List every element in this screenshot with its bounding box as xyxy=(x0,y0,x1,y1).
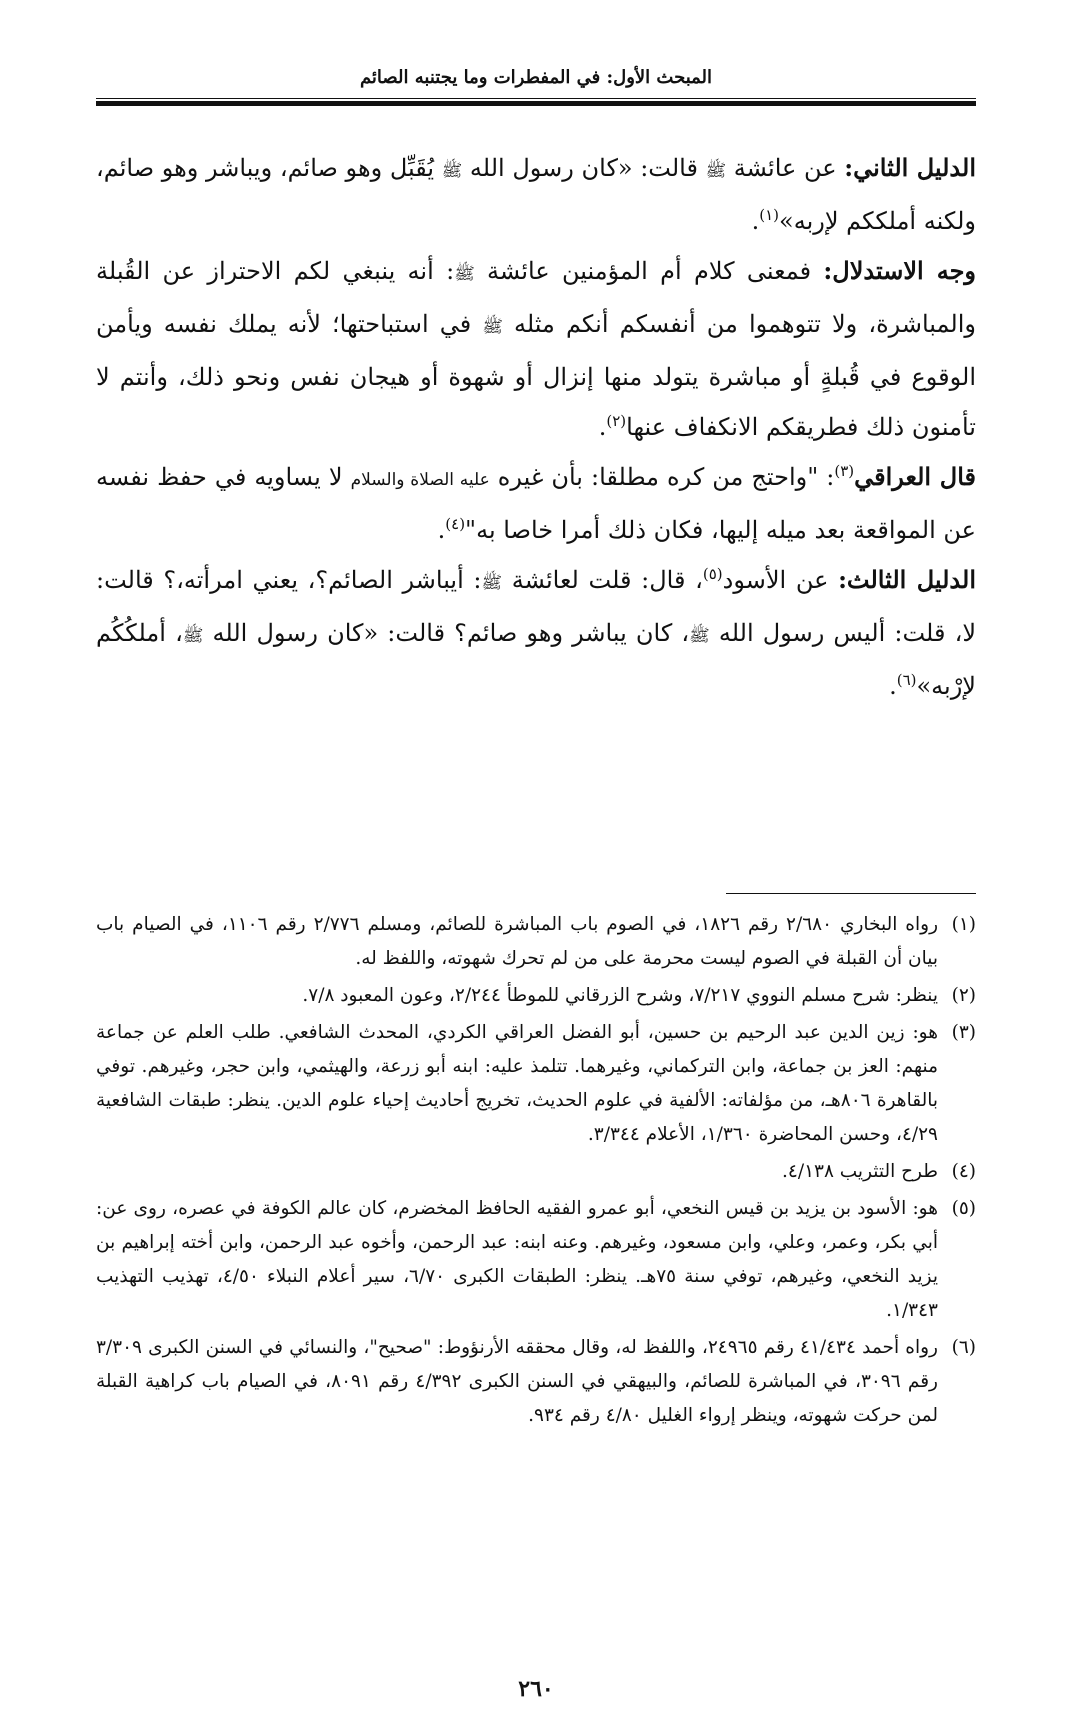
footnote-ref[interactable]: (١) xyxy=(759,206,780,224)
paragraph-text: يُقَبِّل وهو صائم، ويباشر وهو صائم، ولكنه أملككم لإربه» xyxy=(96,154,976,235)
paragraph-text: قالت: «كان رسول الله xyxy=(462,154,706,182)
honorific-glyph: ﷺ xyxy=(482,317,503,337)
paragraph-text: عن عائشة xyxy=(726,154,845,182)
paragraph-text: ، قال: قلت لعائشة xyxy=(502,566,703,594)
footnote-text: طرح التثريب ٤/١٣٨. xyxy=(782,1161,938,1182)
footnote-number: (٦) xyxy=(951,1337,976,1358)
paragraph-lead: وجه الاستدلال: xyxy=(823,256,977,285)
footnote-5 xyxy=(96,1192,976,1328)
paragraph-text: ، أملكُكُم لإرْبه» xyxy=(96,619,976,700)
paragraph-text: في استباحتها؛ لأنه يملك نفسه ويأمن الوقوع في قُبلةٍ أو مباشرة يتولد منها إنزال أو شهوة أو هيجان نفس ونحو ذلك، وأنتم لا تأمنون ذلك فطريقكم الانكفاف عنها xyxy=(96,310,976,441)
paragraph-text: ، كان يباشر وهو صائم؟ قالت: «كان رسول الله xyxy=(203,619,690,647)
footnote-ref[interactable]: (٦) xyxy=(896,671,917,689)
paragraph-lead: الدليل الثالث: xyxy=(838,565,977,594)
paragraph-second-evidence xyxy=(96,143,976,246)
footnote-ref[interactable]: (٣) xyxy=(834,462,855,480)
footnote-ref[interactable]: (٤) xyxy=(445,515,466,533)
paragraph-text: عن الأسود xyxy=(722,566,839,594)
honorific-glyph: ﷺ xyxy=(481,573,503,593)
paragraph-inference xyxy=(96,246,976,452)
honorific-glyph: ﷺ xyxy=(454,264,475,284)
footnote-separator xyxy=(726,893,976,894)
footnote-text: هو: الأسود بن يزيد بن قيس النخعي، أبو عمرو الفقيه الحافظ المخضرم، كان عالم الكوفة في عصره، روى عن: أبي بكر، وعمر، وعلي، وابن مسعود، وغيرهم. وعنه ابنه: عبد الرحمن، وأخوه عبد الرحمن، وابن أخته إبراهيم بن يزيد النخعي، وغيرهم، توفي سنة ٧٥هـ. ينظر: الطبقات الكبرى ٦/٧٠، سير أعلام النبلاء ٤/٥٠، تهذيب التهذيب ١/٣٤٣. xyxy=(96,1198,938,1321)
honorific-glyph: ﷺ xyxy=(441,161,463,181)
footnote-6 xyxy=(96,1331,976,1433)
main-text xyxy=(96,143,976,711)
footnote-1 xyxy=(96,908,976,976)
paragraph-third-evidence xyxy=(96,555,976,711)
paragraph-end: . xyxy=(889,672,897,700)
paragraph-text: : "واحتج من كره مطلقا: بأن غيره xyxy=(489,463,835,491)
header-rule-thick xyxy=(96,101,976,106)
paragraph-lead: الدليل الثاني: xyxy=(844,153,977,182)
running-header: المبحث الأول: في المفطرات وما يجتنبه الصائم xyxy=(359,67,713,88)
footnote-number: (٤) xyxy=(951,1161,976,1182)
paragraph-end: . xyxy=(598,413,607,441)
header-rule-thin xyxy=(96,98,976,99)
footnote-number: (٢) xyxy=(951,985,976,1006)
paragraph-end: . xyxy=(751,207,760,235)
paragraph-lead: قال العراقي xyxy=(854,462,977,491)
footnote-3 xyxy=(96,1016,976,1152)
footnote-text: ينظر: شرح مسلم النووي ٧/٢١٧، وشرح الزرقاني للموطأ ٢/٢٤٤، وعون المعبود ٧/٨. xyxy=(302,985,938,1006)
paragraph-end: . xyxy=(437,516,446,544)
honorific-glyph: ﷺ xyxy=(182,626,204,646)
footnote-text: رواه البخاري ٢/٦٨٠ رقم ١٨٢٦، في الصوم باب المباشرة للصائم، ومسلم ٢/٧٧٦ رقم ١١٠٦، في الصيام باب بيان أن القبلة في الصوم ليست محرمة على من لم تحرك شهوته، واللفظ له. xyxy=(96,914,938,969)
honorific-glyph: ﷺ xyxy=(705,161,727,181)
honorific-glyph: ﷺ xyxy=(689,626,710,646)
paragraph-text: : أيباشر الصائم؟، يعني امرأته،؟ قالت: لا، قلت: أليس رسول الله xyxy=(96,566,977,647)
page-number: ٢٦٠ xyxy=(518,1676,554,1702)
footnote-4 xyxy=(96,1155,976,1189)
paragraph-text: لا يساويه في حفظ نفسه عن المواقعة بعد ميله إليها، فكان ذلك أمرا خاصا به" xyxy=(96,463,976,544)
footnote-number: (٣) xyxy=(951,1022,976,1043)
footnote-ref[interactable]: (٥) xyxy=(702,565,723,583)
footnote-text: رواه أحمد ٤١/٤٣٤ رقم ٢٤٩٦٥، واللفظ له، وقال محققه الأرنؤوط: "صحيح"، والنسائي في السنن الكبرى ٣/٣٠٩ رقم ٣٠٩٦، في المباشرة للصائم، والبيهقي في السنن الكبرى ٤/٣٩٢ رقم ٨٠٩١، في الصيام باب كراهية القبلة لمن حركت شهوته، وينظر إرواء الغليل ٤/٨٠ رقم ٩٣٤. xyxy=(96,1337,938,1426)
paragraph-text: : أنه ينبغي لكم الاحتراز عن القُبلة والمباشرة، ولا تتوهموا من أنفسكم أنكم مثله xyxy=(96,257,976,338)
footnote-2 xyxy=(96,979,976,1013)
honorific-glyph: عليه الصلاة والسلام xyxy=(350,470,490,490)
footnote-number: (٥) xyxy=(951,1198,976,1219)
paragraph-iraqi-quote xyxy=(96,452,976,555)
footnote-text: هو: زين الدين عبد الرحيم بن حسين، أبو الفضل العراقي الكردي، المحدث الشافعي. طلب العلم عن جماعة منهم: العز بن جماعة، وابن التركماني، وغيرهما. تتلمذ عليه: ابنه أبو زرعة، والهيثمي، وابن حجر، وغيرهم. توفي بالقاهرة ٨٠٦هـ، من مؤلفاته: الألفية في علوم الحديث، تخريج أحاديث إحياء علوم الدين. ينظر: طبقات الشافعية ٤/٢٩، وحسن المحاضرة ١/٣٦٠، الأعلام ٣/٣٤٤. xyxy=(96,1022,938,1145)
footnote-number: (١) xyxy=(951,914,976,935)
paragraph-text: فمعنى كلام أم المؤمنين عائشة xyxy=(474,257,824,285)
footnote-ref[interactable]: (٢) xyxy=(606,412,627,430)
footnotes-section xyxy=(96,908,976,1436)
